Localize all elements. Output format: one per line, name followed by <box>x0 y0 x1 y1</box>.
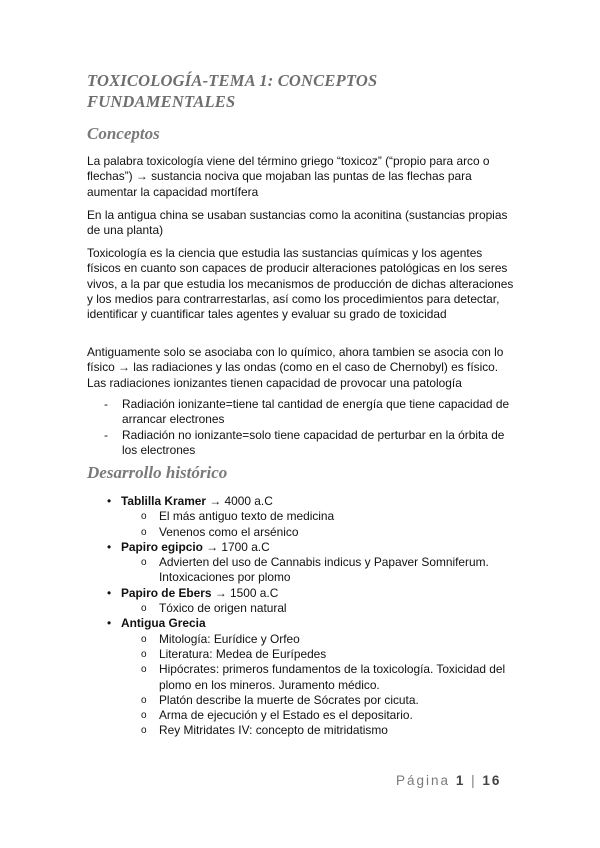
sub-item <box>107 555 519 586</box>
sub-item-text: Rey Mitridates IV: concepto de mitridatismo <box>159 723 388 738</box>
history-list <box>107 494 519 739</box>
sub-item <box>107 509 519 524</box>
footer-page-number: 1 <box>455 773 466 788</box>
sub-marker: o <box>141 694 147 706</box>
list-item-text: Radiación no ionizante=solo tiene capacidad de perturbar en la órbita de los electrones <box>122 427 505 457</box>
dash-marker: - <box>104 397 108 411</box>
item-label: Antigua Grecia <box>121 616 206 631</box>
sub-item <box>107 723 519 738</box>
sub-item <box>107 693 519 708</box>
item-detail: → 1500 a.C <box>211 585 279 600</box>
paragraph-fisico: Antiguamente solo se asociaba con lo químico, ahora tambien se asocia con lo físico → las radiaciones y las ondas (como en el caso de Chernobyl) es físico. Las radiaciones ionizantes tienen capacidad de provocar una patología <box>87 345 504 390</box>
sub-item-text: Hipócrates: primeros fundamentos de la toxicología. Toxicidad del plomo en los mineros. Juramento médico. <box>159 662 506 692</box>
sub-item-text: Tóxico de origen natural <box>159 601 287 616</box>
sub-item-text: Mitología: Eurídice y Orfeo <box>159 631 300 646</box>
sub-item-text: El más antiguo texto de medicina <box>159 509 335 524</box>
footer-total-pages: 16 <box>482 773 502 788</box>
sub-item <box>107 601 519 616</box>
radiation-list <box>104 397 518 458</box>
heading-desarrollo: Desarrollo histórico <box>87 463 228 482</box>
item-label: Tablilla Kramer <box>121 494 207 508</box>
sub-item <box>107 632 519 647</box>
dash-marker: - <box>104 427 108 442</box>
list-item <box>107 540 519 555</box>
item-detail: → 4000 a.C <box>206 494 273 508</box>
sub-item-text: Platón describe la muerte de Sócrates por cicuta. <box>159 692 419 707</box>
sub-item-text: Arma de ejecución y el Estado es el depositario. <box>159 708 413 723</box>
page-footer <box>396 773 501 788</box>
footer-separator: | <box>471 773 477 788</box>
sub-item <box>107 525 519 540</box>
sub-marker: o <box>141 664 147 676</box>
sub-marker: o <box>141 557 147 569</box>
page-title: TOXICOLOGÍA-TEMA 1: CONCEPTOS FUNDAMENTALES <box>87 71 378 111</box>
sub-marker: o <box>141 526 147 538</box>
sub-marker: o <box>141 511 147 523</box>
sub-item-text: Literatura: Medea de Eurípedes <box>159 646 327 661</box>
sub-marker: o <box>141 633 147 645</box>
sub-item <box>107 708 519 723</box>
list-item-text: Radiación ionizante=tiene tal cantidad de energía que tiene capacidad de arrancar electrones <box>122 397 510 427</box>
item-detail: → 1700 a.C <box>202 539 270 554</box>
heading-conceptos: Conceptos <box>87 124 160 143</box>
bullet-marker: • <box>107 539 112 554</box>
footer-label: Página <box>396 773 451 788</box>
paragraph-definicion: Toxicología es la ciencia que estudia las sustancias químicas y los agentes físicos en cuanto son capaces de producir alteraciones patológicas en los seres vivos, a la par que estudia los mecanismos de producción de dichas alteraciones y los medios para contrarrestarlas, así como los procedimientos para detectar, identificar y cuantificar tales agentes y evaluar su grado de toxicidad <box>87 246 514 322</box>
item-label: Papiro egipcio <box>121 539 203 554</box>
sub-item-text: Advierten del uso de Cannabis indicus y Papaver Somniferum. Intoxicaciones por plomo <box>159 555 489 585</box>
list-item <box>104 428 518 459</box>
list-item <box>104 397 518 428</box>
bullet-marker: • <box>107 585 112 600</box>
sub-item <box>107 662 519 693</box>
bullet-marker: • <box>107 494 112 508</box>
list-item <box>107 494 519 509</box>
sub-marker: o <box>141 710 147 722</box>
sub-marker: o <box>141 725 147 737</box>
sub-item <box>107 647 519 662</box>
item-label: Papiro de Ebers <box>121 585 212 600</box>
sub-marker: o <box>141 603 147 615</box>
list-item <box>107 616 519 631</box>
bullet-marker: • <box>107 616 112 631</box>
sub-marker: o <box>141 648 147 660</box>
paragraph-etimologia: La palabra toxicología viene del término griego “toxicoz” (“propio para arco o flechas”) → sustancia nociva que mojaban las puntas de las flechas para aumentar la capacidad mortífera <box>87 154 490 199</box>
sub-item-text: Venenos como el arsénico <box>159 524 299 539</box>
list-item <box>107 586 519 601</box>
paragraph-china: En la antigua china se usaban sustancias como la aconitina (sustancias propias de una planta) <box>87 208 508 238</box>
